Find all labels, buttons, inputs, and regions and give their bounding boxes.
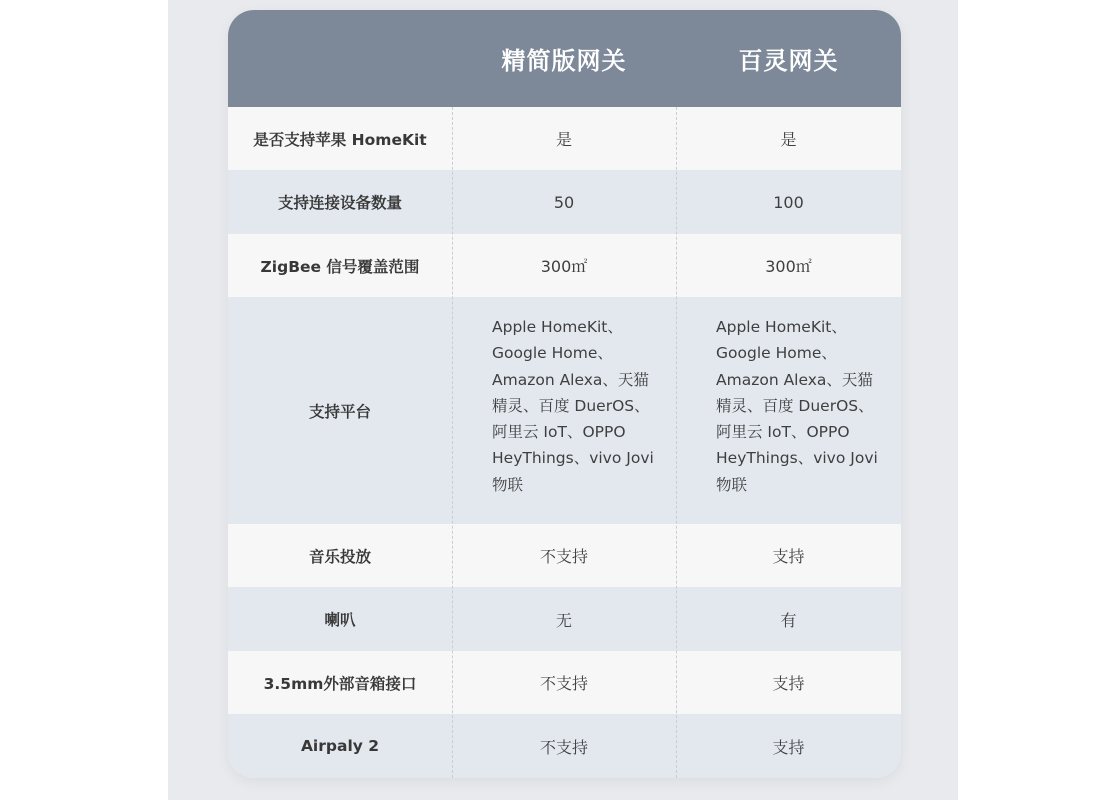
lite-value: 不支持 — [539, 547, 588, 566]
bailing-value: 支持 — [772, 547, 805, 566]
bailing-value: 100 — [773, 192, 804, 212]
bailing-value: 支持 — [772, 737, 805, 757]
platform-line: 精灵、百度 DuerOS、 — [716, 396, 874, 415]
row-label: 是否支持苹果 HomeKit — [253, 130, 427, 149]
table-row — [228, 234, 901, 297]
column-divider — [676, 107, 677, 778]
row-label: 音乐投放 — [308, 547, 371, 566]
bailing-value: 是 — [780, 130, 797, 149]
header-cell-lite-gateway: 精简版网关 — [501, 47, 627, 75]
platform-line: 阿里云 IoT、OPPO — [716, 423, 850, 442]
platform-line: HeyThings、vivo Jovi — [716, 449, 878, 468]
platform-line: 阿里云 IoT、OPPO — [492, 423, 626, 442]
lite-value: 无 — [555, 610, 572, 630]
row-label: 喇叭 — [324, 611, 356, 629]
table-row — [228, 651, 901, 714]
row-label: 支持平台 — [308, 402, 371, 421]
bailing-platform-list — [676, 297, 901, 524]
platform-line: Amazon Alexa、天猫 — [492, 370, 649, 389]
table-row — [228, 107, 901, 170]
table-row — [228, 714, 901, 778]
table-row — [228, 524, 901, 587]
platform-line: Google Home、 — [492, 344, 613, 363]
lite-value: 不支持 — [539, 737, 588, 757]
platform-line: Apple HomeKit、 — [492, 318, 623, 336]
lite-value: 不支持 — [539, 674, 588, 693]
lite-platform-list — [452, 297, 676, 524]
platform-line: 物联 — [716, 475, 748, 494]
row-label: 支持连接设备数量 — [277, 194, 402, 212]
platform-line: Google Home、 — [716, 344, 837, 363]
comparison-table — [228, 10, 901, 778]
header-cell-bailing-gateway: 百灵网关 — [738, 47, 839, 75]
row-label: 3.5mm外部音箱接口 — [263, 674, 417, 693]
bailing-value: 有 — [780, 610, 797, 630]
lite-value: 50 — [553, 192, 575, 212]
header-cell-empty — [228, 10, 452, 107]
bailing-value: 300㎡ — [765, 257, 812, 276]
table-header — [228, 10, 901, 107]
platform-line: 精灵、百度 DuerOS、 — [492, 396, 650, 415]
row-label: ZigBee 信号覆盖范围 — [260, 257, 420, 276]
bailing-value: 支持 — [772, 674, 805, 693]
platform-line: Apple HomeKit、 — [716, 318, 847, 336]
column-divider — [452, 107, 453, 778]
platform-line: Amazon Alexa、天猫 — [716, 370, 873, 389]
platform-line: HeyThings、vivo Jovi — [492, 449, 654, 468]
platform-line: 物联 — [492, 475, 524, 494]
table-row — [228, 587, 901, 651]
lite-value: 300㎡ — [540, 257, 588, 276]
row-label: Airpaly 2 — [300, 737, 380, 755]
table-row — [228, 170, 901, 234]
lite-value: 是 — [555, 130, 572, 149]
table-row — [228, 297, 901, 524]
